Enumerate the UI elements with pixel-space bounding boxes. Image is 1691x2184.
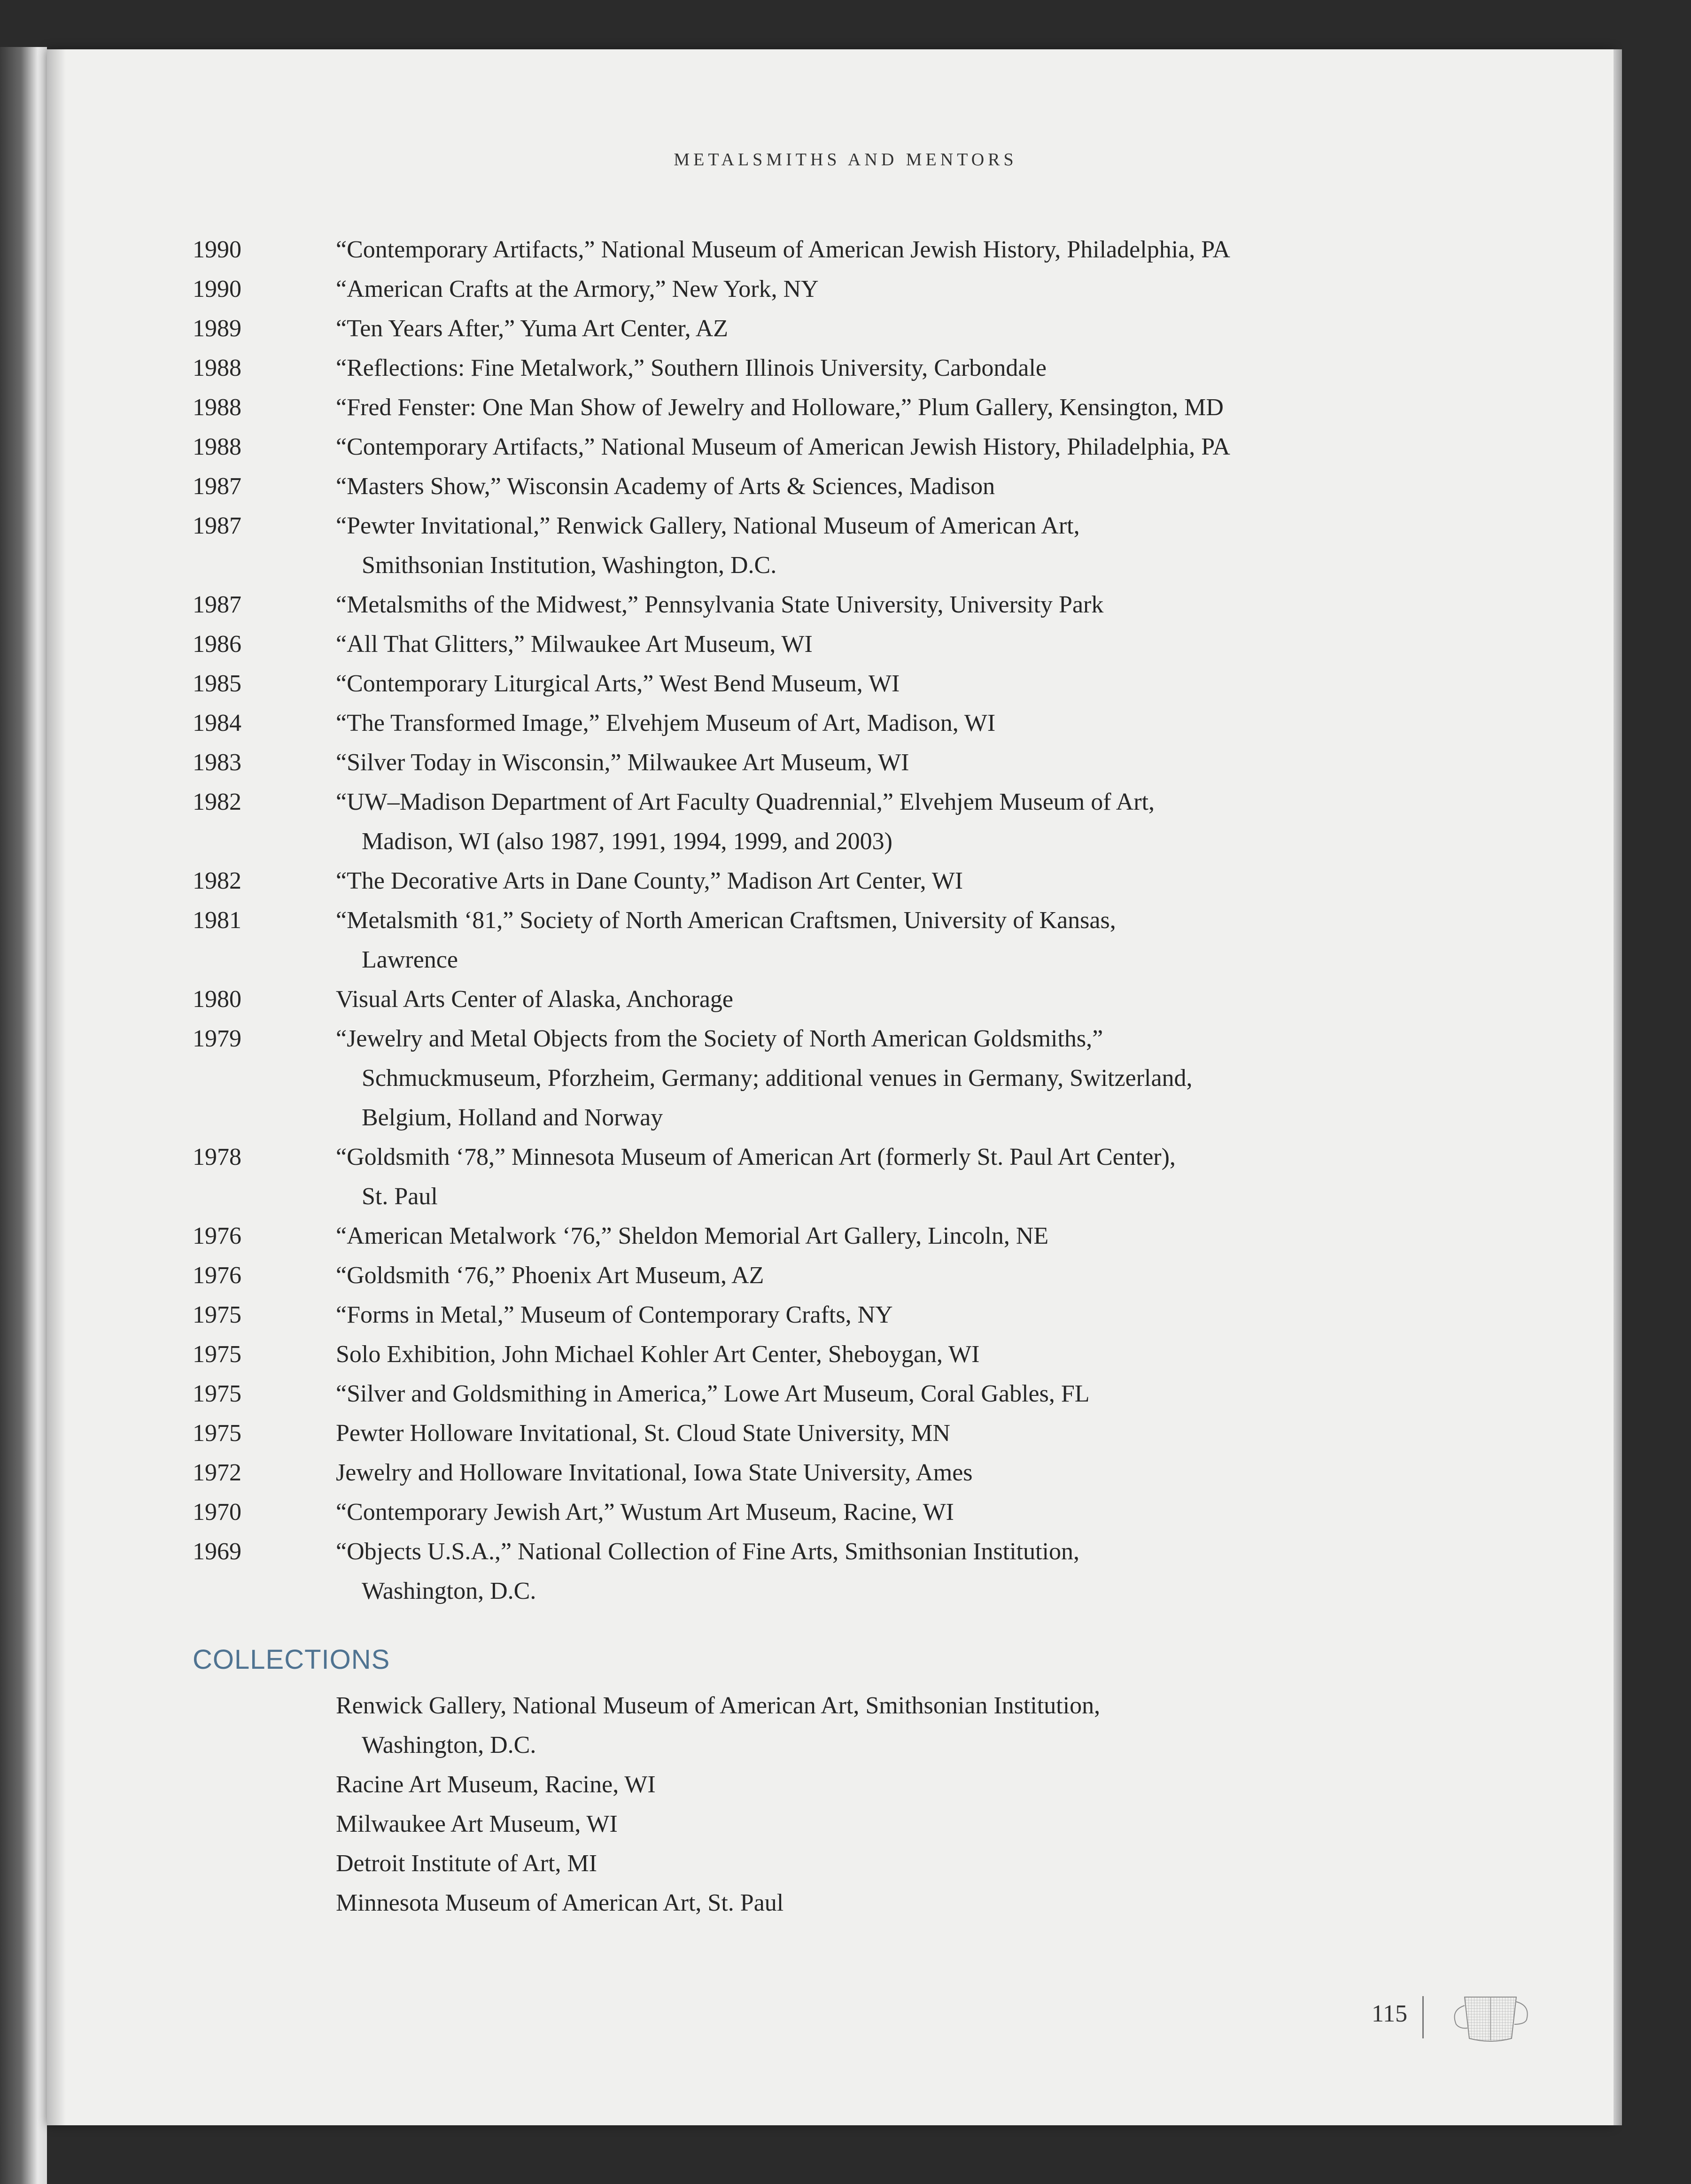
- exhibition-entry: [193, 861, 1273, 901]
- exhibition-entry: [193, 1453, 1273, 1493]
- exhibition-line: “All That Glitters,” Milwaukee Art Museum, WI: [336, 631, 813, 658]
- exhibition-entry: [193, 1256, 1273, 1295]
- exhibition-entry: [193, 1493, 1273, 1532]
- exhibition-description: [336, 1532, 1273, 1611]
- exhibition-entry: [193, 980, 1273, 1019]
- exhibition-line: “Contemporary Artifacts,” National Museum of American Jewish History, Philadelphia, PA: [336, 236, 1230, 263]
- exhibition-entry: [193, 309, 1273, 349]
- exhibition-description: [336, 270, 1273, 309]
- exhibition-line: Belgium, Holland and Norway: [362, 1104, 663, 1131]
- exhibition-year: 1988: [193, 355, 241, 381]
- exhibition-line: “Contemporary Jewish Art,” Wustum Art Museum, Racine, WI: [336, 1499, 954, 1526]
- exhibition-line: “Fred Fenster: One Man Show of Jewelry and Holloware,” Plum Gallery, Kensington, MD: [336, 394, 1224, 421]
- exhibition-year: 1982: [193, 867, 241, 894]
- folio-divider: [1422, 1996, 1424, 2038]
- exhibition-description: [336, 1295, 1273, 1335]
- exhibition-entry: [193, 625, 1273, 664]
- exhibition-line: Jewelry and Holloware Invitational, Iowa State University, Ames: [336, 1459, 973, 1486]
- exhibition-entry: [193, 349, 1273, 388]
- exhibition-line: “Jewelry and Metal Objects from the Society of North American Goldsmiths,”: [336, 1025, 1103, 1052]
- collections-heading: COLLECTIONS: [193, 1644, 390, 1675]
- exhibition-line: St. Paul: [362, 1183, 438, 1210]
- exhibition-entry: [193, 1216, 1273, 1256]
- exhibition-entry: [193, 585, 1273, 625]
- exhibition-description: [336, 1374, 1273, 1414]
- exhibition-line: Schmuckmuseum, Pforzheim, Germany; additional venues in Germany, Switzerland,: [362, 1065, 1193, 1092]
- exhibition-description: [336, 625, 1273, 664]
- exhibition-description: [336, 782, 1273, 861]
- exhibition-entry: [193, 467, 1273, 506]
- exhibition-line: “Contemporary Liturgical Arts,” West Bend Museum, WI: [336, 670, 900, 697]
- exhibition-line: “Goldsmith ‘78,” Minnesota Museum of American Art (formerly St. Paul Art Center),: [336, 1144, 1176, 1170]
- exhibition-description: [336, 349, 1273, 388]
- exhibition-line: “The Transformed Image,” Elvehjem Museum of Art, Madison, WI: [336, 710, 996, 736]
- exhibition-line: “American Crafts at the Armory,” New York, NY: [336, 276, 819, 302]
- collection-item: [336, 1805, 1275, 1844]
- exhibition-description: [336, 664, 1273, 704]
- exhibition-year: 1990: [193, 276, 241, 302]
- exhibition-year: 1985: [193, 670, 241, 697]
- collection-line: Renwick Gallery, National Museum of American Art, Smithsonian Institution,: [336, 1692, 1101, 1719]
- exhibition-line: “Metalsmiths of the Midwest,” Pennsylvania State University, University Park: [336, 591, 1104, 618]
- exhibition-line: “Pewter Invitational,” Renwick Gallery, National Museum of American Art,: [336, 512, 1080, 539]
- exhibition-entry: [193, 704, 1273, 743]
- exhibition-line: Solo Exhibition, John Michael Kohler Art Center, Sheboygan, WI: [336, 1341, 980, 1368]
- exhibitions-list: [193, 230, 1273, 1611]
- exhibition-entry: [193, 743, 1273, 782]
- exhibition-entry: [193, 270, 1273, 309]
- exhibition-description: [336, 1216, 1273, 1256]
- page-number: 115: [1372, 2000, 1408, 2027]
- exhibition-year: 1983: [193, 749, 241, 776]
- exhibition-year: 1982: [193, 789, 241, 815]
- collection-item: [336, 1765, 1275, 1805]
- exhibition-line: Pewter Holloware Invitational, St. Cloud State University, MN: [336, 1420, 950, 1447]
- exhibition-line: “Metalsmith ‘81,” Society of North American Craftsmen, University of Kansas,: [336, 907, 1116, 934]
- exhibition-description: [336, 388, 1273, 427]
- exhibition-year: 1975: [193, 1420, 241, 1447]
- exhibition-description: [336, 1256, 1273, 1295]
- exhibition-line: “Silver Today in Wisconsin,” Milwaukee Art Museum, WI: [336, 749, 909, 776]
- exhibition-entry: [193, 388, 1273, 427]
- exhibition-year: 1987: [193, 591, 241, 618]
- exhibition-year: 1987: [193, 512, 241, 539]
- exhibition-entry: [193, 230, 1273, 270]
- exhibition-description: [336, 1414, 1273, 1453]
- exhibition-line: “Forms in Metal,” Museum of Contemporary Crafts, NY: [336, 1301, 893, 1328]
- page-gutter-shadow: [47, 49, 66, 2125]
- exhibition-entry: [193, 1138, 1273, 1216]
- exhibition-line: Lawrence: [362, 946, 458, 973]
- exhibition-line: “Objects U.S.A.,” National Collection of Fine Arts, Smithsonian Institution,: [336, 1538, 1079, 1565]
- exhibition-description: [336, 901, 1273, 980]
- exhibition-year: 1975: [193, 1301, 241, 1328]
- exhibition-year: 1980: [193, 986, 241, 1013]
- collection-line: Milwaukee Art Museum, WI: [336, 1811, 618, 1837]
- exhibition-line: “Goldsmith ‘76,” Phoenix Art Museum, AZ: [336, 1262, 764, 1289]
- exhibition-year: 1988: [193, 434, 241, 460]
- exhibition-entry: [193, 1532, 1273, 1611]
- exhibition-entry: [193, 1414, 1273, 1453]
- exhibition-year: 1988: [193, 394, 241, 421]
- exhibition-description: [336, 1019, 1273, 1138]
- exhibition-year: 1972: [193, 1459, 241, 1486]
- exhibition-year: 1970: [193, 1499, 241, 1526]
- exhibition-description: [336, 980, 1273, 1019]
- exhibition-line: “The Decorative Arts in Dane County,” Madison Art Center, WI: [336, 867, 963, 894]
- exhibition-description: [336, 506, 1273, 585]
- exhibition-description: [336, 704, 1273, 743]
- exhibition-year: 1969: [193, 1538, 241, 1565]
- exhibition-line: “American Metalwork ‘76,” Sheldon Memorial Art Gallery, Lincoln, NE: [336, 1223, 1049, 1249]
- exhibition-line: “Silver and Goldsmithing in America,” Lowe Art Museum, Coral Gables, FL: [336, 1380, 1090, 1407]
- exhibition-description: [336, 1493, 1273, 1532]
- exhibition-description: [336, 1453, 1273, 1493]
- collection-line: Minnesota Museum of American Art, St. Paul: [336, 1890, 784, 1916]
- collections-list: [336, 1686, 1275, 1923]
- exhibition-entry: [193, 506, 1273, 585]
- exhibition-entry: [193, 1295, 1273, 1335]
- exhibition-line: “Masters Show,” Wisconsin Academy of Arts & Sciences, Madison: [336, 473, 995, 500]
- exhibition-line: “UW–Madison Department of Art Faculty Quadrennial,” Elvehjem Museum of Art,: [336, 789, 1155, 815]
- page-edge-shadow: [1613, 49, 1622, 2125]
- exhibition-year: 1978: [193, 1144, 241, 1170]
- exhibition-line: Smithsonian Institution, Washington, D.C.: [362, 552, 777, 579]
- exhibition-description: [336, 230, 1273, 270]
- collection-line: Racine Art Museum, Racine, WI: [336, 1771, 656, 1798]
- exhibition-description: [336, 743, 1273, 782]
- exhibition-description: [336, 1138, 1273, 1216]
- exhibition-year: 1975: [193, 1341, 241, 1368]
- collection-item: [336, 1883, 1275, 1923]
- exhibition-line: Visual Arts Center of Alaska, Anchorage: [336, 986, 734, 1013]
- exhibition-line: Washington, D.C.: [362, 1578, 536, 1604]
- exhibition-line: “Contemporary Artifacts,” National Museum of American Jewish History, Philadelphia, PA: [336, 434, 1230, 460]
- collection-line: Detroit Institute of Art, MI: [336, 1850, 597, 1877]
- exhibition-description: [336, 309, 1273, 349]
- exhibition-description: [336, 585, 1273, 625]
- exhibition-line: “Reflections: Fine Metalwork,” Southern Illinois University, Carbondale: [336, 355, 1047, 381]
- exhibition-description: [336, 1335, 1273, 1374]
- exhibition-year: 1979: [193, 1025, 241, 1052]
- exhibition-description: [336, 861, 1273, 901]
- collection-line: Washington, D.C.: [362, 1732, 536, 1758]
- exhibition-entry: [193, 664, 1273, 704]
- exhibition-entry: [193, 1335, 1273, 1374]
- exhibition-year: 1975: [193, 1380, 241, 1407]
- exhibition-line: Madison, WI (also 1987, 1991, 1994, 1999, and 2003): [362, 828, 892, 855]
- exhibition-entry: [193, 901, 1273, 980]
- exhibition-year: 1981: [193, 907, 241, 934]
- exhibition-year: 1989: [193, 315, 241, 342]
- running-head: METALSMITHS AND MENTORS: [674, 150, 1017, 170]
- exhibition-entry: [193, 782, 1273, 861]
- exhibition-year: 1976: [193, 1223, 241, 1249]
- exhibition-year: 1976: [193, 1262, 241, 1289]
- exhibition-description: [336, 427, 1273, 467]
- exhibition-year: 1986: [193, 631, 241, 658]
- collection-item: [336, 1686, 1275, 1765]
- exhibition-year: 1990: [193, 236, 241, 263]
- adjacent-page-edge: [0, 47, 47, 2184]
- exhibition-entry: [193, 1374, 1273, 1414]
- exhibition-description: [336, 467, 1273, 506]
- teapot-icon: [1446, 1991, 1535, 2048]
- exhibition-line: “Ten Years After,” Yuma Art Center, AZ: [336, 315, 729, 342]
- collection-item: [336, 1844, 1275, 1883]
- exhibition-year: 1984: [193, 710, 241, 736]
- exhibition-year: 1987: [193, 473, 241, 500]
- exhibition-entry: [193, 427, 1273, 467]
- exhibition-entry: [193, 1019, 1273, 1138]
